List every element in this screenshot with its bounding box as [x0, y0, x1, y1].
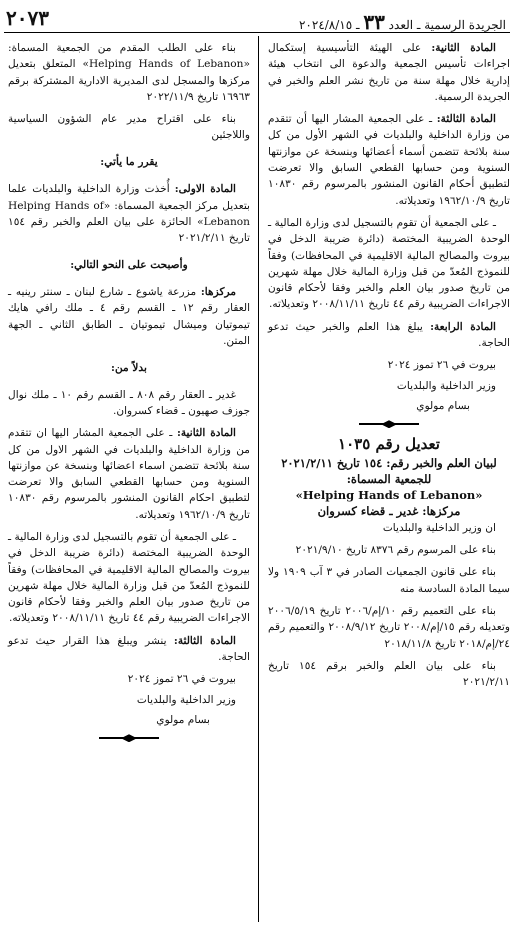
amendment-title: تعديل رقم ١٠٣٥ [338, 435, 440, 454]
request-basis: بناء على الطلب المقدم من الجمعية المسماة: «Helping Hands of Lebanon» المتعلق بتعديل مركزها والمسجل لدى المديرية الادارية المشتركة برقم ١٦٩٦٣ تاريخ ٢٠٢٢/١١/٩ [8, 42, 250, 103]
article-3 [268, 111, 510, 209]
article-label: المادة الثالثة: [436, 113, 496, 126]
article-3-tax: ـ على الجمعية أن تقوم بالتسجيل لدى وزارة المالية ـ الوحدة الضريبية المختصة (دائرة ضريبة الدخل في بيروت والمصالح المالية الاقليمية في المحافظات) وفقاً للنموذج المُعدّ من قبل وزارة المالية خلال مهلة شهرين من تاريخ صدور بيان العلم والخبر وفقا لأحكام قانون الاجراءات الضريبية رقم ٤٤ تاريخ ٢٠٠٨/١١/١١ وتعديلاته. [267, 216, 510, 311]
amendment-subtitle: لبيان العلم والخبر رقم: ١٥٤ تاريخ ٢٠٢١/٢/١١ للجمعية المسماة: [281, 455, 497, 486]
minister-name: بسام مولوي [416, 399, 470, 412]
page-header [4, 2, 510, 33]
minister-title: وزير الداخلية والبلديات [396, 379, 496, 392]
basis-2: بناء على قانون الجمعيات الصادر في ٣ آب ١٩٠٩ ولا سيما المادة السادسة منه [268, 566, 510, 595]
association-hq: مركزها: غدير ـ قضاء كسروان [317, 504, 461, 519]
right-column [268, 40, 510, 696]
column-divider [258, 36, 259, 922]
article-2 [8, 425, 250, 523]
article-text: يبلغ هذا العلم والخبر حيث تدعو الحاجة. [268, 320, 510, 350]
article-text: ـ على الجمعية المشار اليها أن تتقدم من وزارة الداخلية والبلديات في الشهر الأول من كل سنة بلائحة تتضمن أسماء أعضائها وبنسخة عن موازنتها السنوية ومن حسابها القطعي السابق والا تعرضت لتطبيق أحكام القانون المنشور بالمرسوم رقم ١٠٨٣٠ تاريخ ١٩٦٢/١٠/٩ وتعديلاته. [268, 113, 510, 207]
basis-3: بناء على التعميم رقم ١٠/إم/٢٠٠٦ تاريخ ٢٠٠٦/٥/١٩ وتعديله رقم ١٥/إم/٢٠٠٨ تاريخ ٢٠٠٨/٩/١٢ والتعميم رقم ٢٤/إم/٢٠١٨ تاريخ ٢٠١٨/١١/٨ [268, 604, 510, 650]
article-2 [268, 40, 510, 105]
article-label: المادة الثانية: [176, 427, 236, 440]
article-4 [268, 319, 510, 352]
section-separator [99, 734, 159, 742]
hq-label: مركزها: [200, 285, 237, 298]
basis-4: بناء على بيان العلم والخبر برقم ١٥٤ تاريخ ٢٠٢١/٢/١١ [268, 659, 510, 689]
association-name: «Helping Hands of Lebanon» [295, 488, 483, 503]
instead-heading: بدلاً من: [111, 361, 147, 374]
basis-1: بناء على المرسوم رقم ٨٣٧٦ تاريخ ٢٠٢١/٩/١٠ [295, 544, 496, 557]
article-label: المادة الثالثة: [173, 634, 236, 647]
signed-place-date: بيروت في ٢٦ تموز ٢٠٢٤ [127, 673, 236, 686]
became-heading: وأصبحت على النحو التالي: [70, 259, 188, 272]
left-column [8, 40, 250, 750]
page-number: ٢٠٧٣ [6, 6, 49, 30]
minister-name: بسام مولوي [156, 713, 210, 726]
article-label: المادة الرابعة: [430, 320, 496, 333]
article-1 [8, 181, 250, 246]
hq-new-address: مزرعة ياشوع ـ شارع لبنان ـ سنتر رينيه ـ العقار رقم ١٢ ـ القسم رقم ٤ ـ ملك رافي هايك تيموتيان وميشال تيموتيان ـ الطابق الثاني ـ الجهة المتن. [8, 285, 251, 347]
article-text: أُخذت وزارة الداخلية والبلديات علما بتعديل مركز الجمعية المسماة: «Helping Hands of Lebanon» الحائزة على بيان العلم والخبر رقم ١٥٤ تاريخ ٢٠٢١/٢/١١ [8, 183, 250, 245]
article-text: على الهيئة التأسيسية إستكمال اجراءات تأسيس الجمعية والدعوة الى انتخاب هيئة إدارية خلال مهلة سنة من تاريخ نشر العلم والخبر في الجريدة الرسمية. [268, 42, 510, 103]
article-label: المادة الاولى: [174, 183, 236, 196]
old-hq: غدير ـ العقار رقم ٨٠٨ ـ القسم رقم ١٠ ـ ملك نوال جوزف صهيون ـ قضاء كسروان. [8, 388, 250, 417]
article-text: ينشر ويبلغ هذا القرار حيث تدعو الحاجة. [8, 634, 250, 664]
section-separator [359, 420, 419, 428]
intro-line: ان وزير الداخلية والبلديات [382, 521, 496, 534]
gazette-title [299, 10, 506, 34]
decides-heading: يقرر ما يأتي: [100, 156, 158, 169]
issue-number: ٣٣ [363, 10, 385, 34]
proposal-basis: بناء على اقتراح مدير عام الشؤون السياسية واللاجئين [8, 113, 250, 142]
article-3 [8, 633, 250, 666]
issue-date: ـ ٢٠٢٤/٨/١٥ [298, 18, 360, 32]
minister-title: وزير الداخلية والبلديات [136, 693, 236, 706]
article-2-tax: ـ على الجمعية أن تقوم بالتسجيل لدى وزارة المالية ـ الوحدة الضريبية المختصة (دائرة ضريبة الدخل في بيروت والمصالح المالية الاقليمية في المحافظات) وفقاً للنموذج المُعدّ من قبل وزارة المالية خلال مهلة شهرين من تاريخ صدور بيان العلم والخبر وفقا لأحكام قانون الاجراءات الضريبية رقم ٤٤ تاريخ ٢٠٠٨/١١/١١ وتعديلاته. [7, 530, 250, 625]
signed-place-date: بيروت في ٢٦ تموز ٢٠٢٤ [387, 359, 496, 372]
gazette-name: الجريدة الرسمية ـ العدد [388, 18, 506, 32]
new-hq [8, 284, 250, 349]
article-text: ـ على الجمعية المشار اليها ان تتقدم من وزارة الداخلية والبلديات في الشهر الاول من كل سنة بلائحة تتضمن اسماء اعضائها وبنسخة عن موازنتها السنوية ومن حسابها القطعي السابق والا تعرضت لتطبيق احكام القانون المنشور بالمرسوم رقم ١٠٨٣٠ تاريخ ١٩٦٢/١٠/٩ وتعديلاته. [8, 427, 250, 521]
article-label: المادة الثانية: [431, 42, 496, 54]
